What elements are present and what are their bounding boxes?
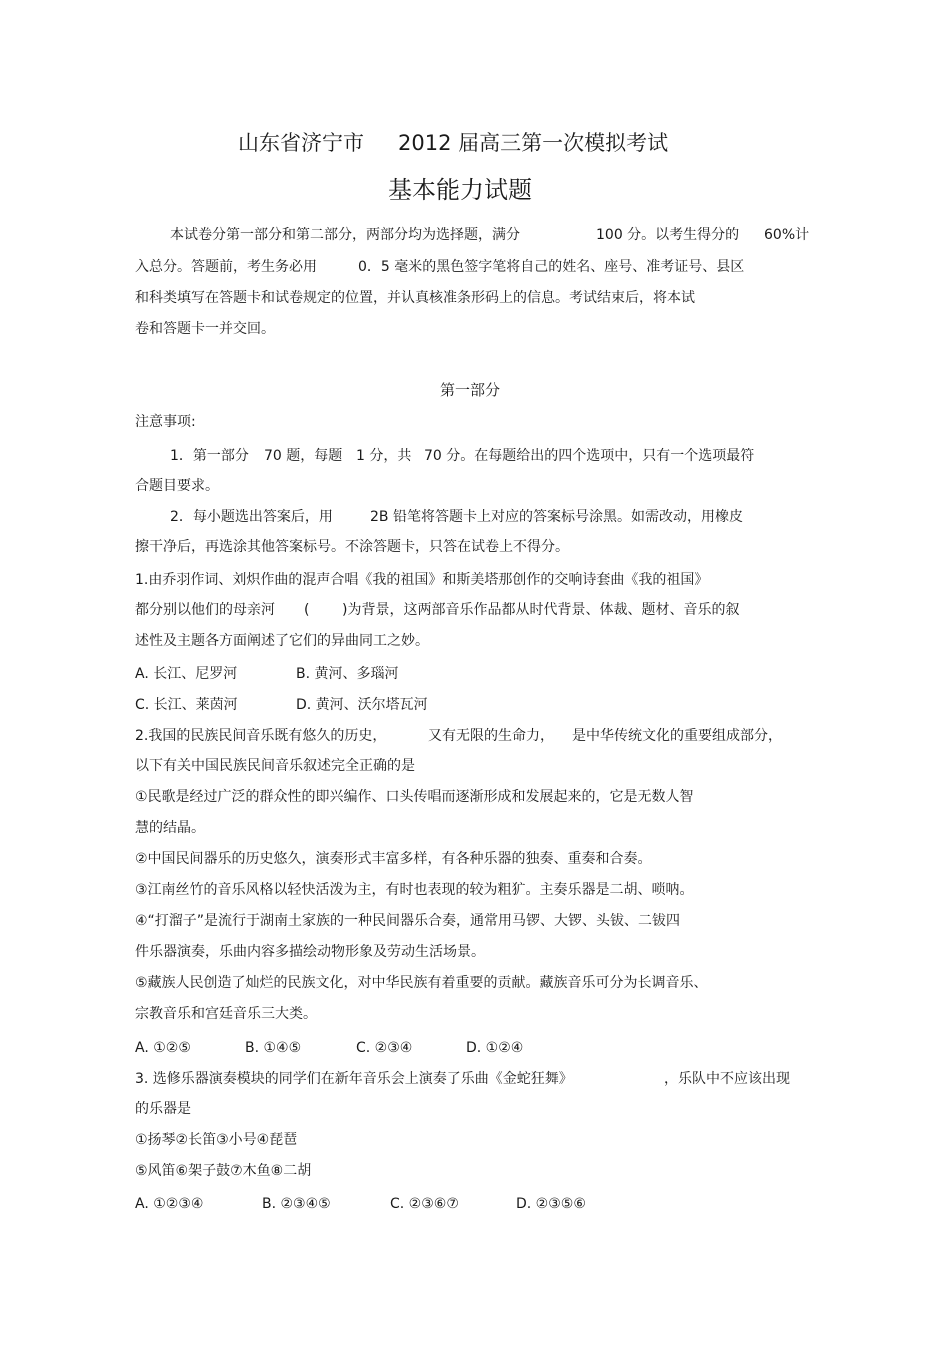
- q1-option-a: A. 长江、尼罗河: [135, 666, 238, 682]
- q1-line-2c: )为背景，这两部音乐作品都从时代背景、体裁、题材、音乐的叙: [342, 602, 740, 618]
- intro-line-1a: 本试卷分第一部分和第二部分，两部分均为选择题，满分: [170, 227, 520, 243]
- intro-line-3: 和科类填写在答题卡和试卷规定的位置，并认真核准条形码上的信息。考试结束后，将本试: [135, 290, 695, 306]
- notice-1c: 1 分，共: [356, 448, 412, 464]
- q3-line-2: 的乐器是: [135, 1101, 191, 1117]
- page-title-region: 山东省济宁市: [238, 131, 364, 155]
- q2-statement-4a: ④“打溜子”是流行于湖南土家族的一种民间器乐合奏，通常用马锣、大锣、头钹、二钹四: [135, 913, 681, 929]
- q2-statement-5a: ⑤藏族人民创造了灿烂的民族文化，对中华民族有着重要的贡献。藏族音乐可分为长调音乐、: [135, 975, 708, 991]
- intro-line-2b: 0．5 毫米的黑色签字笔将自己的姓名、座号、准考证号、县区: [358, 259, 745, 275]
- q2-statement-5b: 宗教音乐和宫廷音乐三大类。: [135, 1006, 317, 1022]
- q1-line-1: 1.由乔羽作词、刘炽作曲的混声合唱《我的祖国》和斯美塔那创作的交响诗套曲《我的祖国》: [135, 572, 709, 588]
- q3-option-a: A. ①②③④: [135, 1196, 204, 1212]
- q2-line-2: 以下有关中国民族民间音乐叙述完全正确的是: [135, 758, 415, 774]
- q2-option-c: C. ②③④: [356, 1040, 413, 1056]
- intro-line-1b: 100 分。以考生得分的: [596, 227, 740, 243]
- q2-statement-1b: 慧的结晶。: [135, 820, 205, 836]
- notice-1a: 1．第一部分: [170, 448, 249, 464]
- notice-2c: 擦干净后，再选涂其他答案标号。不涂答题卡，只答在试卷上不得分。: [135, 539, 569, 555]
- q2-option-a: A. ①②⑤: [135, 1040, 191, 1056]
- q2-line-1b: 又有无限的生命力，: [428, 728, 554, 744]
- q2-statement-2: ②中国民间器乐的历史悠久，演奏形式丰富多样，有各种乐器的独奏、重奏和合奏。: [135, 851, 652, 867]
- q1-option-d: D. 黄河、沃尔塔瓦河: [296, 697, 428, 713]
- q2-statement-4b: 件乐器演奏，乐曲内容多描绘动物形象及劳动生活场景。: [135, 944, 485, 960]
- q3-option-d: D. ②③⑤⑥: [516, 1196, 586, 1212]
- q2-statement-3: ③江南丝竹的音乐风格以轻快活泼为主，有时也表现的较为粗犷。主奏乐器是二胡、唢呐。: [135, 882, 694, 898]
- notice-1d: 70 分。在每题给出的四个选项中，只有一个选项最符: [424, 448, 755, 464]
- notice-2a: 2．每小题选出答案后，用: [170, 509, 333, 525]
- q3-option-b: B. ②③④⑤: [262, 1196, 331, 1212]
- page-title-exam: 2012 届高三第一次模拟考试: [398, 131, 669, 155]
- intro-line-2a: 入总分。答题前，考生务必用: [135, 259, 317, 275]
- q3-statement-2: ⑤风笛⑥架子鼓⑦木鱼⑧二胡: [135, 1163, 312, 1179]
- q3-statement-1: ①扬琴②长笛③小号④琵琶: [135, 1132, 298, 1148]
- notice-2b: 2B 铅笔将答题卡上对应的答案标号涂黑。如需改动，用橡皮: [370, 509, 743, 525]
- q1-line-3: 述性及主题各方面阐述了它们的异曲同工之妙。: [135, 633, 429, 649]
- q3-option-c: C. ②③⑥⑦: [390, 1196, 459, 1212]
- notice-1b: 70 题，每题: [264, 448, 343, 464]
- q2-line-1a: 2.我国的民族民间音乐既有悠久的历史，: [135, 728, 387, 744]
- intro-line-1c: 60%计: [764, 227, 810, 243]
- q1-option-b: B. 黄河、多瑙河: [296, 666, 399, 682]
- notice-label: 注意事项:: [135, 414, 196, 430]
- q1-option-c: C. 长江、莱茵河: [135, 697, 238, 713]
- intro-line-4: 卷和答题卡一并交回。: [135, 321, 275, 337]
- q2-line-1c: 是中华传统文化的重要组成部分，: [572, 728, 782, 744]
- q1-line-2b: (: [304, 602, 310, 618]
- section-heading: 第一部分: [440, 381, 501, 399]
- q3-line-1a: 3. 选修乐器演奏模块的同学们在新年音乐会上演奏了乐曲《金蛇狂舞》: [135, 1071, 573, 1087]
- q3-line-1b: ，乐队中不应该出现: [664, 1071, 790, 1087]
- q2-statement-1a: ①民歌是经过广泛的群众性的即兴编作、口头传唱而逐渐形成和发展起来的，它是无数人智: [135, 789, 694, 805]
- q2-option-b: B. ①④⑤: [245, 1040, 302, 1056]
- page-subtitle: 基本能力试题: [388, 176, 532, 204]
- q2-option-d: D. ①②④: [466, 1040, 524, 1056]
- notice-1e: 合题目要求。: [135, 478, 219, 494]
- q1-line-2a: 都分别以他们的母亲河: [135, 602, 275, 618]
